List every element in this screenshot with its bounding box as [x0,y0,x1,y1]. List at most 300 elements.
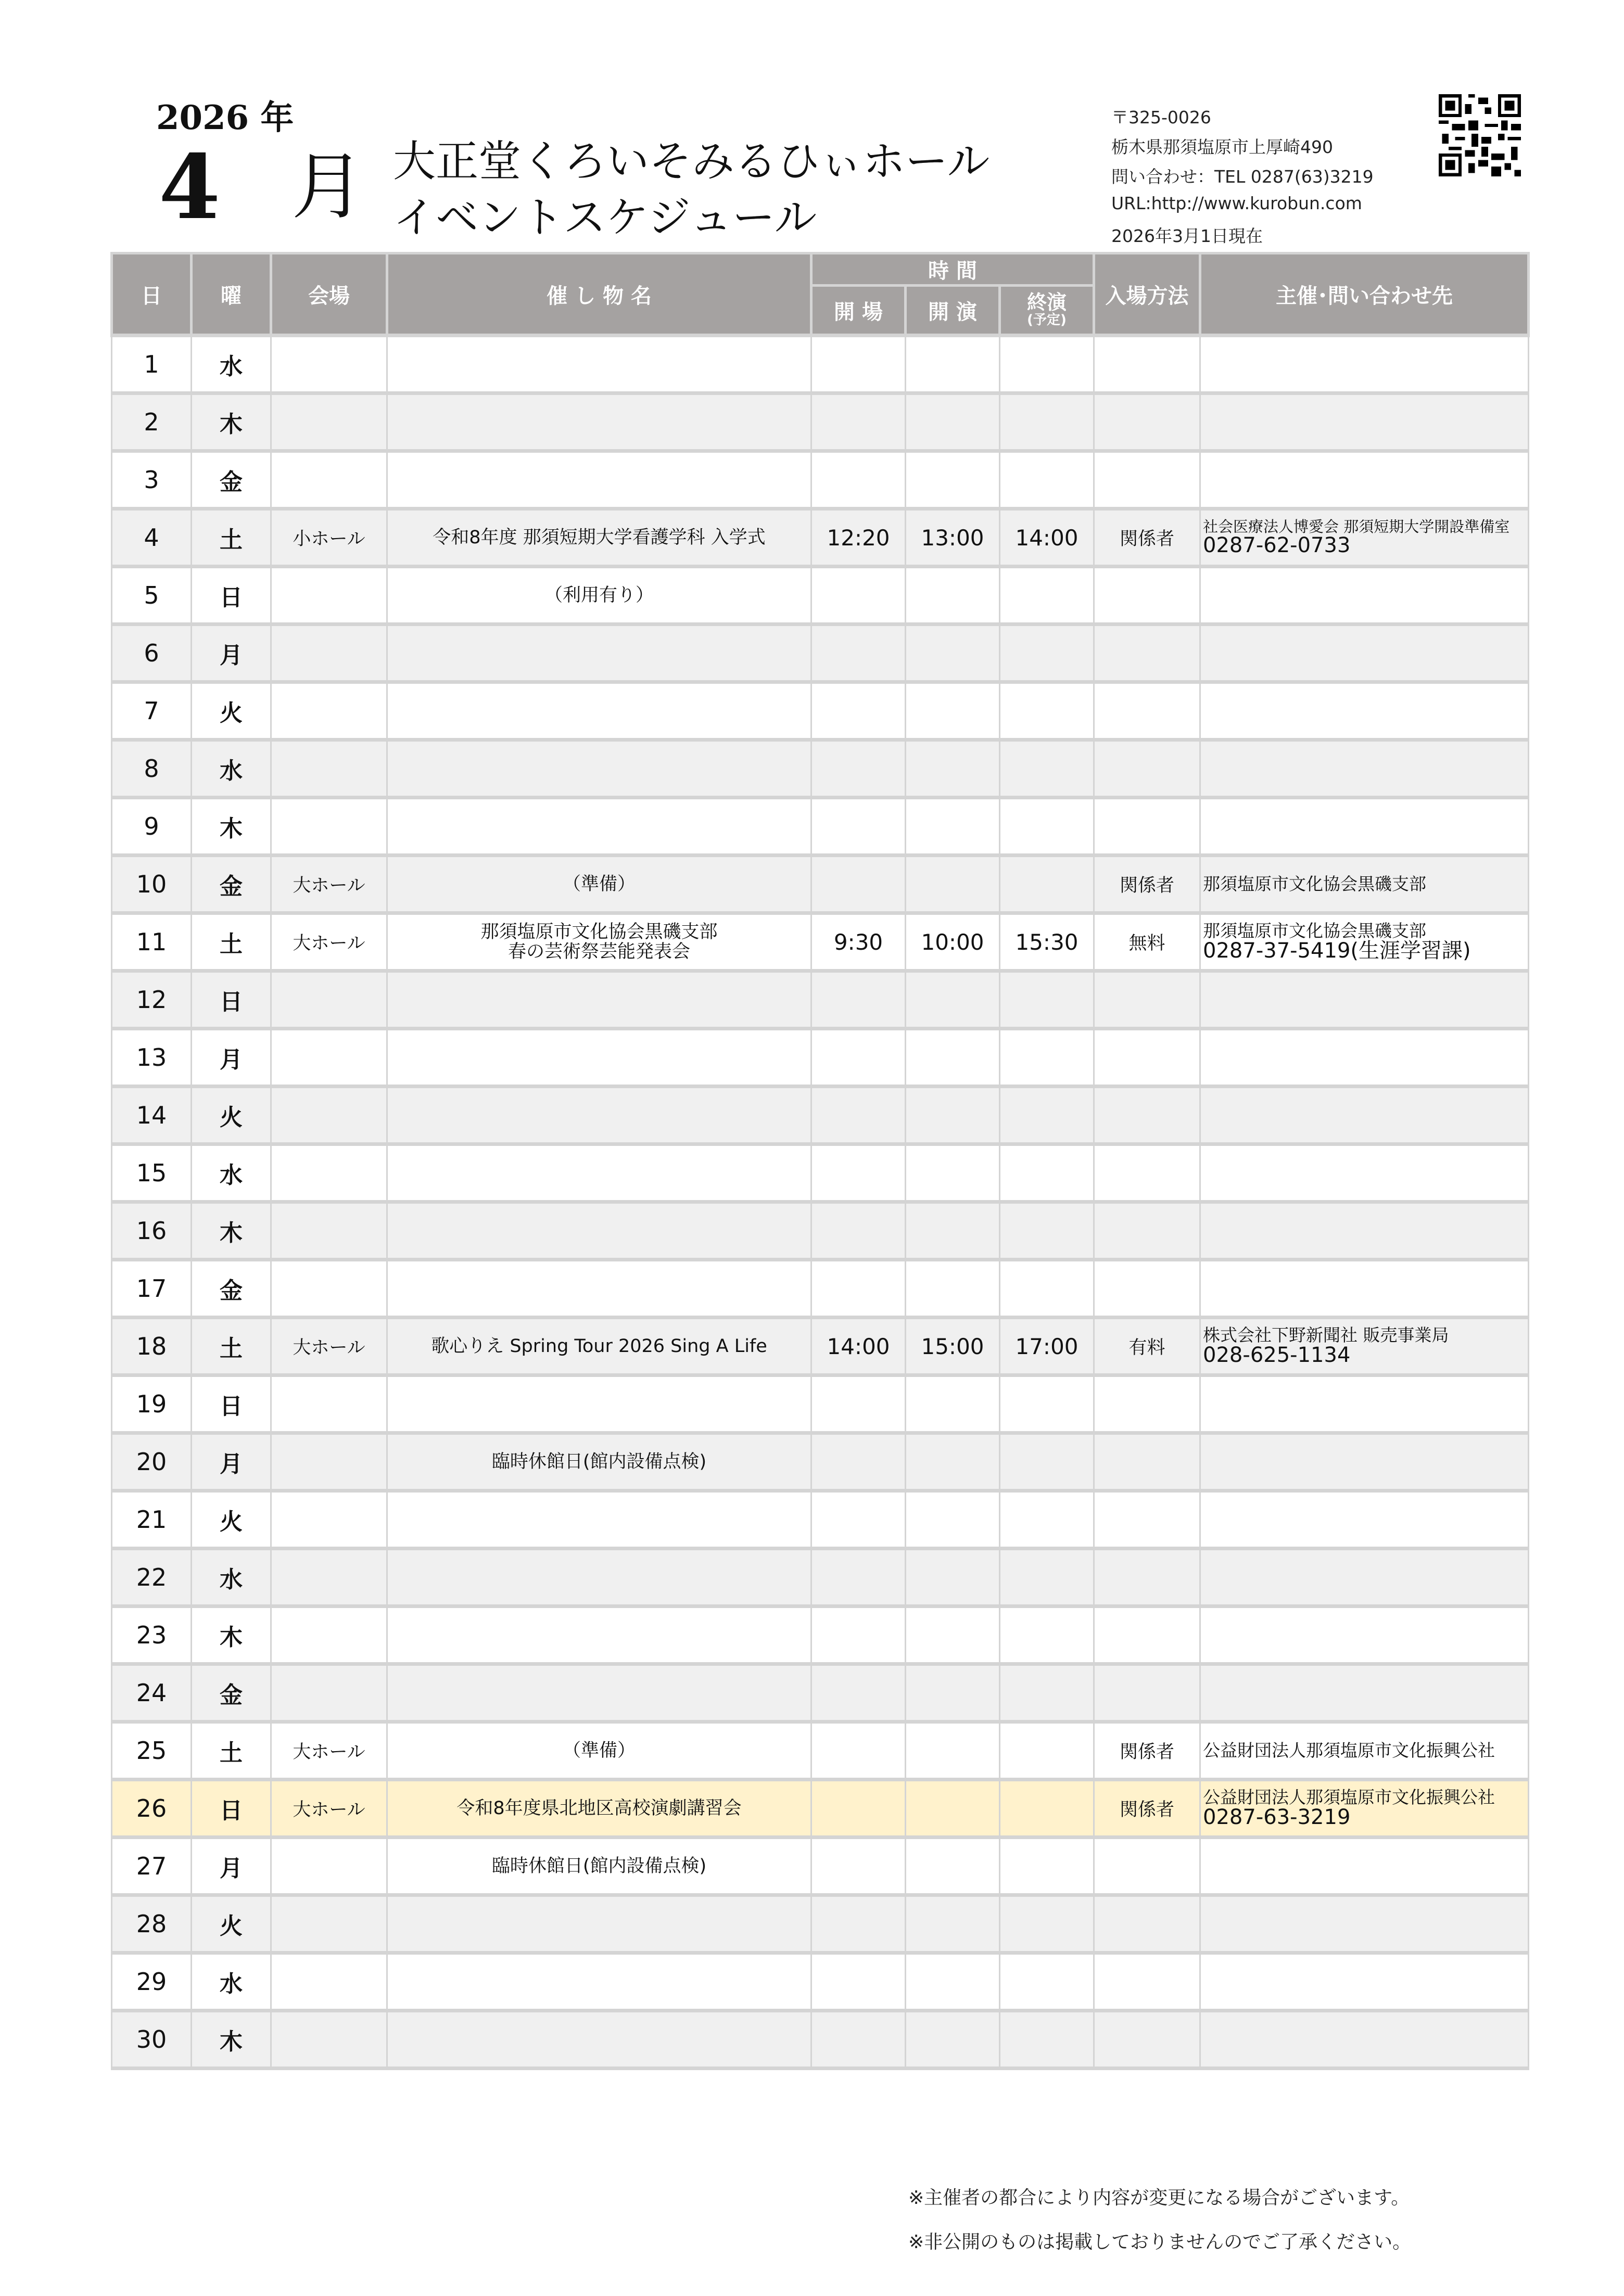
table-row [112,856,1529,913]
start-time-cell: 13:00 [906,509,1000,567]
end-time-cell [1000,740,1094,798]
event-cell [387,1433,811,1491]
start-time-cell [906,336,1000,393]
open-time-cell [811,1144,906,1202]
event-name-line: 春の芸術祭芸能発表会 [508,941,690,962]
contact-cell [1200,509,1529,567]
table-row [112,393,1529,451]
contact-cell [1200,1433,1529,1491]
qr-code-icon [1439,93,1521,178]
organizer-name: 株式会社下野新聞社 販売事業局 [1203,1324,1449,1345]
admission-cell: 関係者 [1094,1780,1200,1838]
day-cell: 24 [112,1664,192,1722]
venue-cell [271,393,387,451]
weekday-cell: 金 [192,1260,271,1318]
header-admission: 入場方法 [1094,253,1200,336]
event-name-line: 歌心りえ Spring Tour 2026 Sing A Life [431,1335,767,1357]
table-row [112,1722,1529,1780]
weekday-cell: 木 [192,393,271,451]
note-private: ※非公開のものは掲載しておりませんのでご了承ください。 [908,2231,1412,2253]
weekday-cell: 木 [192,798,271,856]
start-time-cell [906,393,1000,451]
weekday-cell: 日 [192,567,271,624]
open-time-cell [811,624,906,682]
weekday-cell: 金 [192,856,271,913]
event-cell [387,1722,811,1780]
weekday-cell: 木 [192,2011,271,2069]
table-row [112,682,1529,740]
open-time-cell: 12:20 [811,509,906,567]
venue-cell [271,1953,387,2011]
end-time-cell [1000,336,1094,393]
open-time-cell [811,1953,906,2011]
weekday-cell: 月 [192,624,271,682]
day-cell: 23 [112,1606,192,1664]
table-row [112,1780,1529,1838]
venue-cell [271,1087,387,1144]
table-row [112,1838,1529,1895]
venue-cell: 大ホール [271,1780,387,1838]
start-time-cell [906,1953,1000,2011]
event-cell [387,1318,811,1375]
admission-cell [1094,451,1200,509]
admission-cell [1094,1549,1200,1606]
open-time-cell [811,682,906,740]
weekday-cell: 水 [192,336,271,393]
day-cell: 8 [112,740,192,798]
venue-cell: 大ホール [271,856,387,913]
contact-cell [1200,856,1529,913]
weekday-cell: 木 [192,1606,271,1664]
start-time-cell [906,1144,1000,1202]
postal-code: 〒325-0026 [1111,107,1211,127]
open-time-cell [811,1895,906,1953]
table-row [112,1087,1529,1144]
end-time-cell [1000,451,1094,509]
start-time-cell [906,1029,1000,1087]
weekday-cell: 土 [192,1318,271,1375]
event-cell [387,1260,811,1318]
end-time-cell [1000,1260,1094,1318]
contact-cell [1200,336,1529,393]
end-time-cell [1000,1491,1094,1549]
event-cell [387,740,811,798]
weekday-cell: 木 [192,1202,271,1260]
open-time-cell [811,971,906,1029]
header-end-note: (予定) [1027,312,1067,328]
event-cell [387,1549,811,1606]
contact-cell [1200,1664,1529,1722]
header-start: 開 演 [906,286,1000,336]
table-row [112,451,1529,509]
table-row [112,509,1529,567]
day-cell: 14 [112,1087,192,1144]
contact-cell [1200,682,1529,740]
admission-cell [1094,1953,1200,2011]
table-row [112,624,1529,682]
venue-cell [271,1895,387,1953]
venue-cell [271,336,387,393]
event-name-line: 臨時休館日(館内設備点検) [491,1451,707,1472]
year-label: 2026 年 [156,98,294,137]
weekday-cell: 火 [192,1491,271,1549]
admission-cell [1094,740,1200,798]
open-time-cell [811,1260,906,1318]
end-time-cell [1000,1433,1094,1491]
venue-cell [271,1202,387,1260]
end-time-cell [1000,1029,1094,1087]
event-name-line: （利用有り） [544,584,654,606]
contact-cell [1200,971,1529,1029]
open-time-cell [811,1722,906,1780]
organizer-name: 公益財団法人那須塩原市文化振興公社 [1203,1740,1495,1761]
contact-cell [1200,1144,1529,1202]
table-row [112,971,1529,1029]
table-row [112,1375,1529,1433]
organizer-name: 那須塩原市文化協会黒磯支部 [1203,920,1427,941]
day-cell: 5 [112,567,192,624]
end-time-cell [1000,567,1094,624]
open-time-cell [811,1606,906,1664]
open-time-cell: 9:30 [811,913,906,971]
open-time-cell [811,740,906,798]
end-time-cell: 14:00 [1000,509,1094,567]
event-cell [387,682,811,740]
contact-cell [1200,393,1529,451]
open-time-cell [811,1491,906,1549]
open-time-cell [811,1029,906,1087]
day-cell: 6 [112,624,192,682]
event-cell [387,1895,811,1953]
table-row [112,798,1529,856]
weekday-cell: 月 [192,1838,271,1895]
start-time-cell [906,1087,1000,1144]
day-cell: 16 [112,1202,192,1260]
contact-tel: 問い合わせ：TEL 0287(63)3219 [1111,167,1374,187]
end-time-cell [1000,624,1094,682]
start-time-cell [906,1549,1000,1606]
venue-cell: 大ホール [271,913,387,971]
weekday-cell: 火 [192,682,271,740]
event-cell [387,1087,811,1144]
weekday-cell: 水 [192,1953,271,2011]
contact-cell [1200,1895,1529,1953]
event-cell [387,1780,811,1838]
contact-cell [1200,1087,1529,1144]
table-row [112,1606,1529,1664]
weekday-cell: 火 [192,1087,271,1144]
start-time-cell [906,1202,1000,1260]
event-name-line: （準備） [562,1740,636,1761]
venue-cell [271,1260,387,1318]
end-time-cell [1000,798,1094,856]
header-day: 日 [112,253,192,336]
table-row [112,1202,1529,1260]
venue-cell [271,1375,387,1433]
organizer-phone: 0287-63-3219 [1203,1805,1351,1830]
table-row [112,1433,1529,1491]
contact-cell [1200,1953,1529,2011]
admission-cell [1094,1087,1200,1144]
start-time-cell [906,798,1000,856]
day-cell: 22 [112,1549,192,1606]
admission-cell [1094,2011,1200,2069]
month-number: 4 [159,135,221,239]
day-cell: 10 [112,856,192,913]
contact-cell [1200,1606,1529,1664]
end-time-cell [1000,1202,1094,1260]
table-row [112,1895,1529,1953]
start-time-cell [906,2011,1000,2069]
table-row [112,1549,1529,1606]
event-cell [387,1491,811,1549]
start-time-cell [906,682,1000,740]
end-time-cell [1000,1606,1094,1664]
admission-cell [1094,624,1200,682]
day-cell: 11 [112,913,192,971]
day-cell: 30 [112,2011,192,2069]
open-time-cell [811,1549,906,1606]
weekday-cell: 土 [192,913,271,971]
table-row [112,1318,1529,1375]
day-cell: 17 [112,1260,192,1318]
end-time-cell [1000,1953,1094,2011]
day-cell: 21 [112,1491,192,1549]
venue-cell [271,624,387,682]
day-cell: 9 [112,798,192,856]
end-time-cell [1000,1664,1094,1722]
end-time-cell [1000,1087,1094,1144]
admission-cell [1094,971,1200,1029]
contact-cell [1200,624,1529,682]
admission-cell [1094,393,1200,451]
weekday-cell: 水 [192,1549,271,1606]
end-time-cell [1000,1895,1094,1953]
contact-cell [1200,1318,1529,1375]
event-cell [387,1144,811,1202]
admission-cell: 有料 [1094,1318,1200,1375]
admission-cell [1094,1433,1200,1491]
venue-cell [271,740,387,798]
day-cell: 25 [112,1722,192,1780]
venue-cell [271,971,387,1029]
organizer-name: 那須塩原市文化協会黒磯支部 [1203,873,1427,894]
table-row [112,1664,1529,1722]
venue-cell [271,1838,387,1895]
weekday-cell: 火 [192,1895,271,1953]
admission-cell [1094,1375,1200,1433]
header-event: 催 し 物 名 [387,253,811,336]
admission-cell [1094,1895,1200,1953]
contact-cell [1200,1491,1529,1549]
schedule-table [110,252,1530,2070]
weekday-cell: 土 [192,1722,271,1780]
end-time-cell [1000,971,1094,1029]
organizer-phone: 0287-62-0733 [1203,533,1351,558]
end-time-cell [1000,682,1094,740]
start-time-cell [906,1722,1000,1780]
admission-cell [1094,1202,1200,1260]
header-open: 開 場 [811,286,906,336]
event-cell [387,2011,811,2069]
open-time-cell [811,1433,906,1491]
end-time-cell [1000,1375,1094,1433]
open-time-cell [811,856,906,913]
table-row [112,1953,1529,2011]
open-time-cell [811,567,906,624]
day-cell: 29 [112,1953,192,2011]
venue-cell: 大ホール [271,1722,387,1780]
event-cell [387,798,811,856]
event-cell [387,451,811,509]
start-time-cell [906,971,1000,1029]
day-cell: 15 [112,1144,192,1202]
contact-cell [1200,2011,1529,2069]
end-time-cell [1000,1838,1094,1895]
end-time-cell [1000,1144,1094,1202]
admission-cell [1094,1664,1200,1722]
contact-cell [1200,1722,1529,1780]
header-contact: 主催･問い合わせ先 [1200,253,1529,336]
contact-cell [1200,1549,1529,1606]
start-time-cell [906,1260,1000,1318]
venue-cell: 大ホール [271,1318,387,1375]
event-cell [387,1202,811,1260]
event-cell [387,336,811,393]
end-time-cell [1000,393,1094,451]
event-cell [387,1838,811,1895]
day-cell: 20 [112,1433,192,1491]
start-time-cell [906,567,1000,624]
venue-cell [271,567,387,624]
open-time-cell [811,2011,906,2069]
start-time-cell [906,1375,1000,1433]
venue-cell [271,798,387,856]
header-end [1000,286,1094,336]
venue-cell [271,1606,387,1664]
as-of-date: 2026年3月1日現在 [1111,226,1263,246]
venue-cell [271,1549,387,1606]
weekday-cell: 金 [192,1664,271,1722]
weekday-cell: 金 [192,451,271,509]
table-row [112,913,1529,971]
organizer-name: 公益財団法人那須塩原市文化振興公社 [1203,1787,1495,1807]
website-url[interactable]: URL:http://www.kurobun.com [1111,193,1362,213]
weekday-cell: 日 [192,971,271,1029]
open-time-cell [811,1087,906,1144]
start-time-cell [906,1895,1000,1953]
header-time: 時 間 [811,253,1094,286]
admission-cell: 関係者 [1094,1722,1200,1780]
end-time-cell [1000,2011,1094,2069]
admission-cell: 関係者 [1094,856,1200,913]
open-time-cell [811,393,906,451]
weekday-cell: 月 [192,1433,271,1491]
contact-cell [1200,1260,1529,1318]
month-label: 月 [291,145,365,229]
event-cell [387,567,811,624]
venue-cell [271,1664,387,1722]
admission-cell [1094,1144,1200,1202]
contact-cell [1200,1780,1529,1838]
table-row [112,567,1529,624]
start-time-cell [906,1606,1000,1664]
day-cell: 1 [112,336,192,393]
event-cell [387,856,811,913]
end-time-cell: 17:00 [1000,1318,1094,1375]
admission-cell [1094,336,1200,393]
weekday-cell: 日 [192,1375,271,1433]
contact-cell [1200,567,1529,624]
venue-cell [271,682,387,740]
contact-cell [1200,798,1529,856]
day-cell: 4 [112,509,192,567]
header-venue: 会場 [271,253,387,336]
event-cell [387,1606,811,1664]
venue-cell [271,1029,387,1087]
admission-cell [1094,1029,1200,1087]
address: 栃木県那須塩原市上厚崎490 [1111,137,1333,157]
contact-cell [1200,1029,1529,1087]
day-cell: 12 [112,971,192,1029]
end-time-cell [1000,1780,1094,1838]
table-row [112,336,1529,393]
event-name-line: 那須塩原市文化協会黒磯支部 [480,921,718,942]
start-time-cell [906,1664,1000,1722]
weekday-cell: 水 [192,1144,271,1202]
weekday-cell: 日 [192,1780,271,1838]
header-weekday: 曜 [192,253,271,336]
event-cell [387,393,811,451]
start-time-cell [906,624,1000,682]
weekday-cell: 月 [192,1029,271,1087]
admission-cell [1094,567,1200,624]
admission-cell: 無料 [1094,913,1200,971]
start-time-cell: 10:00 [906,913,1000,971]
open-time-cell [811,1375,906,1433]
start-time-cell [906,1780,1000,1838]
event-cell [387,1953,811,2011]
weekday-cell: 水 [192,740,271,798]
end-time-cell [1000,856,1094,913]
venue-cell [271,1144,387,1202]
day-cell: 26 [112,1780,192,1838]
table-row [112,1491,1529,1549]
venue-cell [271,2011,387,2069]
weekday-cell: 土 [192,509,271,567]
event-cell [387,509,811,567]
page-title: 大正堂くろいそみるひぃホール [393,137,990,186]
event-name-line: 令和8年度県北地区高校演劇講習会 [456,1797,742,1819]
event-cell [387,1375,811,1433]
table-row [112,1144,1529,1202]
contact-cell [1200,1838,1529,1895]
end-time-cell [1000,1722,1094,1780]
start-time-cell [906,856,1000,913]
start-time-cell [906,1838,1000,1895]
admission-cell [1094,1606,1200,1664]
open-time-cell [811,451,906,509]
event-cell [387,1029,811,1087]
contact-cell [1200,1375,1529,1433]
open-time-cell [811,1664,906,1722]
event-cell [387,1664,811,1722]
open-time-cell [811,336,906,393]
day-cell: 18 [112,1318,192,1375]
day-cell: 27 [112,1838,192,1895]
admission-cell: 関係者 [1094,509,1200,567]
start-time-cell [906,1433,1000,1491]
